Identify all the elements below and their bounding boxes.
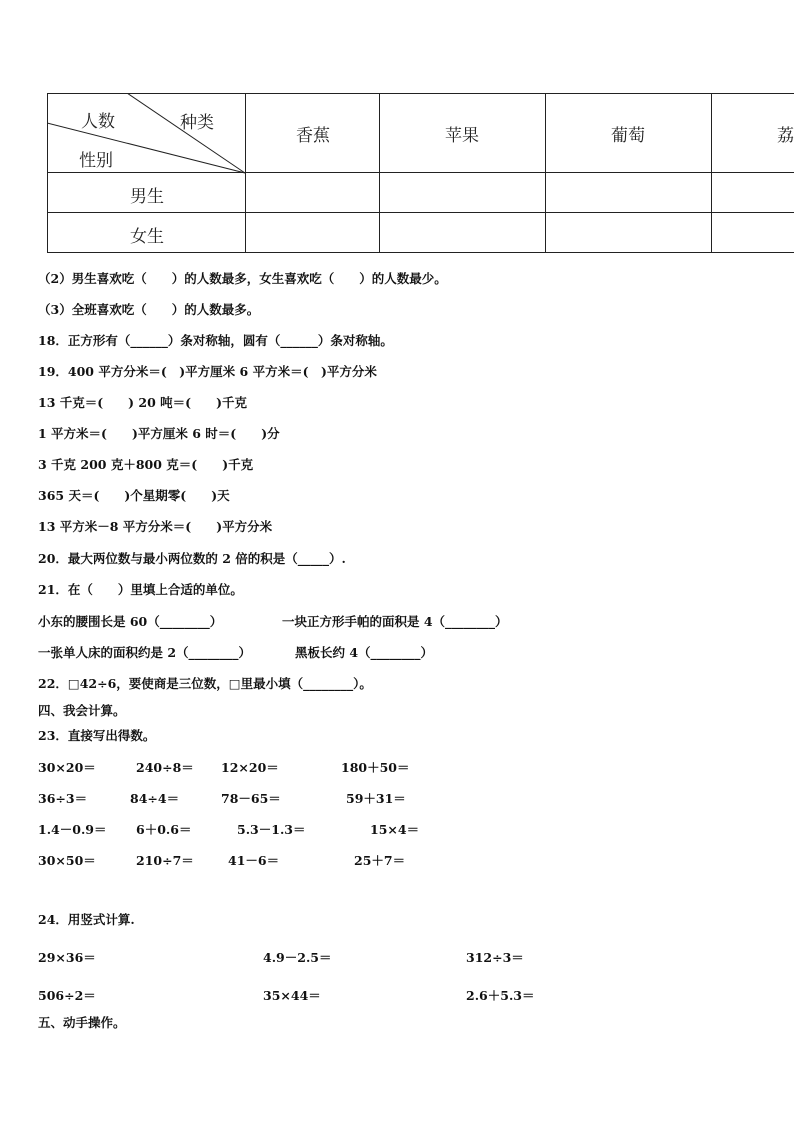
q23-item: 30×20＝ — [38, 760, 96, 775]
question-22: 22．□42÷6，要使商是三位数，□里最小填（________）。 — [38, 676, 372, 691]
question-23: 23．直接写出得数。 — [38, 728, 156, 743]
q23-item: 59＋31＝ — [346, 791, 406, 806]
q23-item: 25＋7＝ — [354, 853, 406, 868]
question-17-2: （2）男生喜欢吃（ ）的人数最多，女生喜欢吃（ ）的人数最少。 — [38, 271, 447, 286]
q24-item: 35×44＝ — [263, 988, 321, 1003]
question-19-line-1: 19．400 平方分米＝( )平方厘米 6 平方米＝( )平方分米 — [38, 364, 377, 379]
q23-item: 41－6＝ — [228, 853, 280, 868]
question-21-item-a: 小东的腰围长是 60（________） — [38, 614, 223, 629]
section-5-heading: 五、动手操作。 — [38, 1015, 126, 1030]
q23-item: 5.3－1.3＝ — [237, 822, 306, 837]
question-21-item-b: 一块正方形手帕的面积是 4（________） — [282, 614, 508, 629]
corner-header-people: 人数 — [81, 112, 115, 132]
diagonal-line-lower — [47, 123, 245, 173]
q24-item: 2.6＋5.3＝ — [466, 988, 535, 1003]
section-4-heading: 四、我会计算。 — [38, 703, 126, 718]
q24-item: 29×36＝ — [38, 950, 96, 965]
q23-item: 12×20＝ — [221, 760, 279, 775]
column-header-banana: 香蕉 — [296, 126, 330, 146]
row-header-girls: 女生 — [130, 227, 164, 247]
question-21-item-d: 黑板长约 4（________） — [295, 645, 434, 660]
column-header-apple: 苹果 — [445, 126, 479, 146]
row-header-boys: 男生 — [130, 187, 164, 207]
diagonal-line-upper — [127, 93, 245, 173]
question-19-line-5: 365 天＝( )个星期零( )天 — [38, 488, 230, 503]
q23-item: 30×50＝ — [38, 853, 96, 868]
question-19-line-2: 13 千克＝( ) 20 吨＝( )千克 — [38, 395, 248, 410]
question-17-3: （3）全班喜欢吃（ ）的人数最多。 — [38, 302, 260, 317]
question-24: 24．用竖式计算. — [38, 912, 135, 927]
q23-item: 36÷3＝ — [38, 791, 88, 806]
question-19-line-6: 13 平方米－8 平方分米＝( )平方分米 — [38, 519, 273, 534]
q24-item: 4.9－2.5＝ — [263, 950, 332, 965]
question-21-item-c: 一张单人床的面积约是 2（________） — [38, 645, 252, 660]
q23-item: 78－65＝ — [221, 791, 281, 806]
question-19-line-3: 1 平方米＝( )平方厘米 6 时＝( )分 — [38, 426, 280, 441]
q23-item: 1.4－0.9＝ — [38, 822, 107, 837]
q23-item: 84÷4＝ — [130, 791, 180, 806]
q23-item: 6＋0.6＝ — [136, 822, 192, 837]
question-20: 20．最大两位数与最小两位数的 2 倍的积是（_____）. — [38, 551, 346, 566]
question-19-line-4: 3 千克 200 克＋800 克＝( )千克 — [38, 457, 254, 472]
fruit-survey-table — [47, 93, 794, 253]
column-header-grape: 葡萄 — [611, 126, 645, 146]
q24-item: 312÷3＝ — [466, 950, 524, 965]
q23-item: 180＋50＝ — [341, 760, 410, 775]
corner-header-kind: 种类 — [180, 113, 214, 133]
q24-item: 506÷2＝ — [38, 988, 96, 1003]
q23-item: 240÷8＝ — [136, 760, 194, 775]
question-18: 18．正方形有（______）条对称轴，圆有（______）条对称轴。 — [38, 333, 393, 348]
column-header-lychee: 荔 — [777, 126, 794, 146]
corner-header-gender: 性别 — [79, 151, 113, 171]
q23-item: 15×4＝ — [370, 822, 420, 837]
q23-item: 210÷7＝ — [136, 853, 194, 868]
question-21: 21．在（ ）里填上合适的单位。 — [38, 582, 243, 597]
